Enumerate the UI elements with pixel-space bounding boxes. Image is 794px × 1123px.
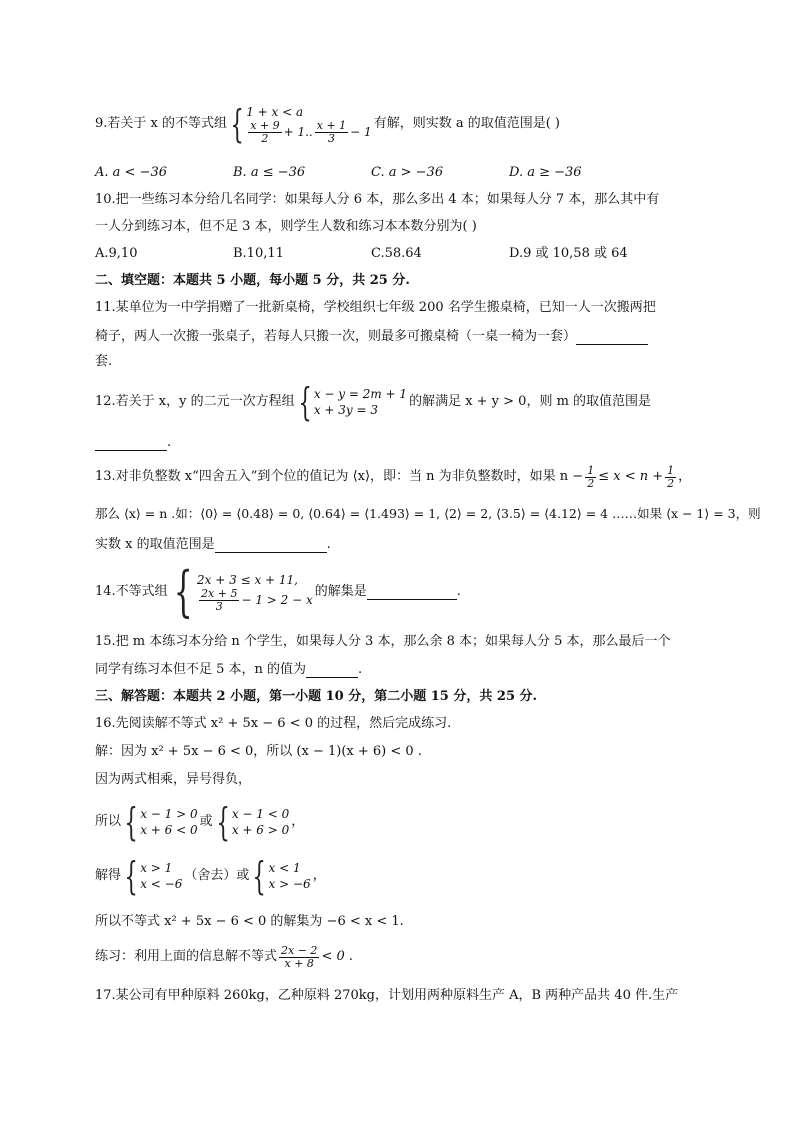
section-3-title: 三、解答题：本题共 2 小题，第一小题 10 分，第二小题 15 分，共 25 分. — [95, 689, 538, 704]
q10-option-d: D.9 或 10,58 或 64 — [509, 246, 628, 261]
brace-icon: { — [124, 800, 138, 844]
q10-option-b: B.10,11 — [233, 246, 284, 261]
question-12: 12.若关于 x，y 的二元一次方程组 { x − y = 2m + 1 x + 3y = 3 的解满足 x + y > 0，则 m 的取值范围是 — [95, 380, 652, 424]
q13-answer-blank — [215, 538, 327, 553]
brace-icon: { — [216, 800, 230, 844]
q13-half-fraction: $\frac{1}{2}$ — [667, 463, 675, 490]
q9-option-a: A. a < −36 — [95, 165, 167, 180]
brace-icon: { — [252, 854, 267, 898]
q16-line1: 16.先阅读解不等式 x² + 5x − 6 < 0 的过程，然后完成练习. — [95, 716, 452, 731]
q9-suffix: 有解，则实数 a 的取值范围是( ) — [373, 116, 560, 131]
q9-row1: 1 + x < a — [246, 104, 304, 119]
question-14: 14.不等式组 { 2x + 3 ≤ x + 11, $\frac{2x + 5}{3}$ − 1 > 2 − x 的解集是 . — [95, 560, 461, 623]
q11-line2: 椅子，两人一次搬一张桌子，若每人只搬一次，则最多可搬桌椅（一桌一椅为一套） — [95, 327, 694, 347]
q16-practice: 练习：利用上面的信息解不等式 $\frac{2x - 2}{x + 8}$ < 0 . — [95, 943, 353, 970]
q12-equation-system: { x − y = 2m + 1 x + 3y = 3 — [298, 380, 408, 424]
q15-line1: 15.把 m 本练习本分给 n 个学生，如果每人分 3 本，那么余 8 本；如果每人分 5 本，那么最后一个 — [95, 634, 671, 649]
q9-row2: $\frac{x + 9}{2}$ + 1.. $\frac{x + 1}{3}$ − 1 — [250, 118, 372, 145]
q16-line2: 解：因为 x² + 5x − 6 < 0，所以 (x − 1)(x + 6) < 0 . — [95, 744, 422, 759]
q14-inequality-system: { 2x + 3 ≤ x + 11, $\frac{2x + 5}{3}$ − 1 > 2 − x — [173, 560, 313, 623]
brace-icon: { — [173, 560, 193, 623]
q9-inequality-system — [229, 104, 372, 145]
q14-answer-blank — [367, 585, 457, 600]
q12-line2: . — [95, 433, 694, 453]
q11-line3: 套. — [95, 354, 113, 369]
q10-line1: 10.把一些练习本分给几名同学：如果每人分 6 本，那么多出 4 本；如果每人分 7 本，那么其中有 — [95, 192, 660, 207]
q16-line6: 所以不等式 x² + 5x − 6 < 0 的解集为 −6 < x < 1. — [95, 914, 404, 929]
q10-option-a: A.9,10 — [95, 246, 138, 261]
q10-option-c: C.58.64 — [371, 246, 422, 261]
brace-icon: { — [124, 854, 138, 898]
q13-line2: 那么 ⟨x⟩ = n .如：⟨0⟩ = ⟨0.48⟩ = 0, ⟨0.64⟩ = ⟨1.493⟩ = 1, ⟨2⟩ = 2, ⟨3.5⟩ = ⟨4.12⟩ = 4 ……如果 ⟨x − 1⟩ = 3，则 — [95, 506, 761, 521]
brace-icon: { — [230, 102, 244, 146]
q9-option-b: B. a ≤ −36 — [233, 165, 306, 180]
q11-answer-blank — [576, 330, 648, 345]
q13-half-fraction: $\frac{1}{2}$ — [587, 463, 595, 490]
brace-icon: { — [298, 380, 312, 424]
q16-case-systems: 所以 { x − 1 > 0 x + 6 < 0 或 { x − 1 < 0 x + 6 > 0 ， — [95, 800, 305, 844]
question-9 — [95, 104, 694, 144]
q15-line2: 同学有练习本但不足 5 本，n 的值为 . — [95, 662, 363, 677]
q13-line1: 13.对非负整数 x“四舍五入”到个位的值记为 ⟨x⟩，即：当 n 为非负整数时，如果 n − $\frac{1}{2}$ ≤ x < n + $\frac{1}{2}$ ， — [95, 463, 692, 490]
q9-option-d: D. a ≥ −36 — [509, 165, 582, 180]
q15-answer-blank — [306, 663, 358, 678]
q9-prefix: 9.若关于 x 的不等式组 — [95, 116, 227, 131]
q10-line2: 一人分到练习本，但不足 3 本，则学生人数和练习本本数分别为( ) — [95, 219, 477, 234]
q13-line3: 实数 x 的取值范围是 . — [95, 537, 331, 552]
section-2-title: 二、填空题：本题共 5 小题，每小题 5 分，共 25 分. — [95, 273, 410, 288]
q12-answer-blank — [95, 436, 167, 451]
q16-line3: 因为两式相乘，异号得负， — [95, 772, 252, 787]
q16-solved-systems: 解得 { x > 1 x < −6 （舍去）或 { x < 1 x > −6 ， — [95, 854, 326, 898]
q17-line1: 17.某公司有甲种原料 260kg，乙种原料 270kg，计划用两种原料生产 A，B 两种产品共 40 件.生产 — [95, 988, 679, 1003]
q9-option-c: C. a > −36 — [371, 165, 444, 180]
q11-line1: 11.某单位为一中学捐赠了一批新桌椅，学校组织七年级 200 名学生搬桌椅，已知一人一次搬两把 — [95, 300, 656, 315]
